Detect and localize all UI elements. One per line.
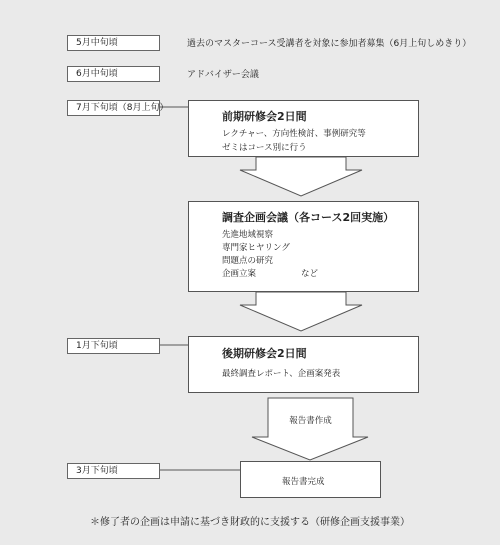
late-training-title: 後期研修会2日間 — [222, 347, 307, 360]
down-arrow-2 — [240, 292, 362, 331]
planning-meeting-line-1: 先進地域視察 — [222, 230, 274, 240]
down-arrow-1 — [240, 157, 362, 196]
report-complete-title: 報告書完成 — [282, 477, 325, 487]
date-label-january: 1月下旬頃 — [67, 338, 160, 354]
down-arrow-3 — [252, 398, 368, 460]
planning-meeting-line-4: 企画立案 — [222, 269, 257, 279]
planning-meeting-box — [188, 201, 419, 292]
early-training-title: 前期研修会2日間 — [222, 110, 307, 123]
planning-meeting-title: 調査企画会議（各コース2回実施） — [222, 211, 395, 224]
planning-meeting-line-3: 問題点の研究 — [222, 256, 274, 266]
date-label-may: 5月中旬頃 — [67, 35, 160, 51]
late-training-line-1: 最終調査レポート、企画案発表 — [222, 369, 341, 379]
late-training-box — [188, 336, 419, 393]
date-label-march: 3月下旬頃 — [67, 463, 160, 479]
date-label-july: 7月下旬頃（8月上旬） — [67, 100, 160, 116]
early-training-line-1: レクチャー、方向性検討、事例研究等 — [222, 129, 366, 139]
date-label-june: 6月中旬頃 — [67, 66, 160, 82]
note-advisor-meeting: アドバイザー会議 — [187, 70, 259, 80]
report-complete-box — [240, 461, 381, 498]
footnote: ＊修了者の企画は申請に基づき財政的に支援する（研修企画支援事業） — [90, 517, 410, 528]
planning-meeting-line-2: 専門家ヒヤリング — [222, 243, 290, 253]
planning-meeting-etc: など — [301, 269, 319, 279]
early-training-box — [188, 100, 419, 157]
early-training-line-2: ゼミはコース別に行う — [222, 143, 307, 153]
note-recruitment: 過去のマスターコース受講者を対象に参加者募集（6月上旬しめきり） — [187, 39, 472, 49]
report-writing-label: 報告書作成 — [289, 416, 332, 426]
